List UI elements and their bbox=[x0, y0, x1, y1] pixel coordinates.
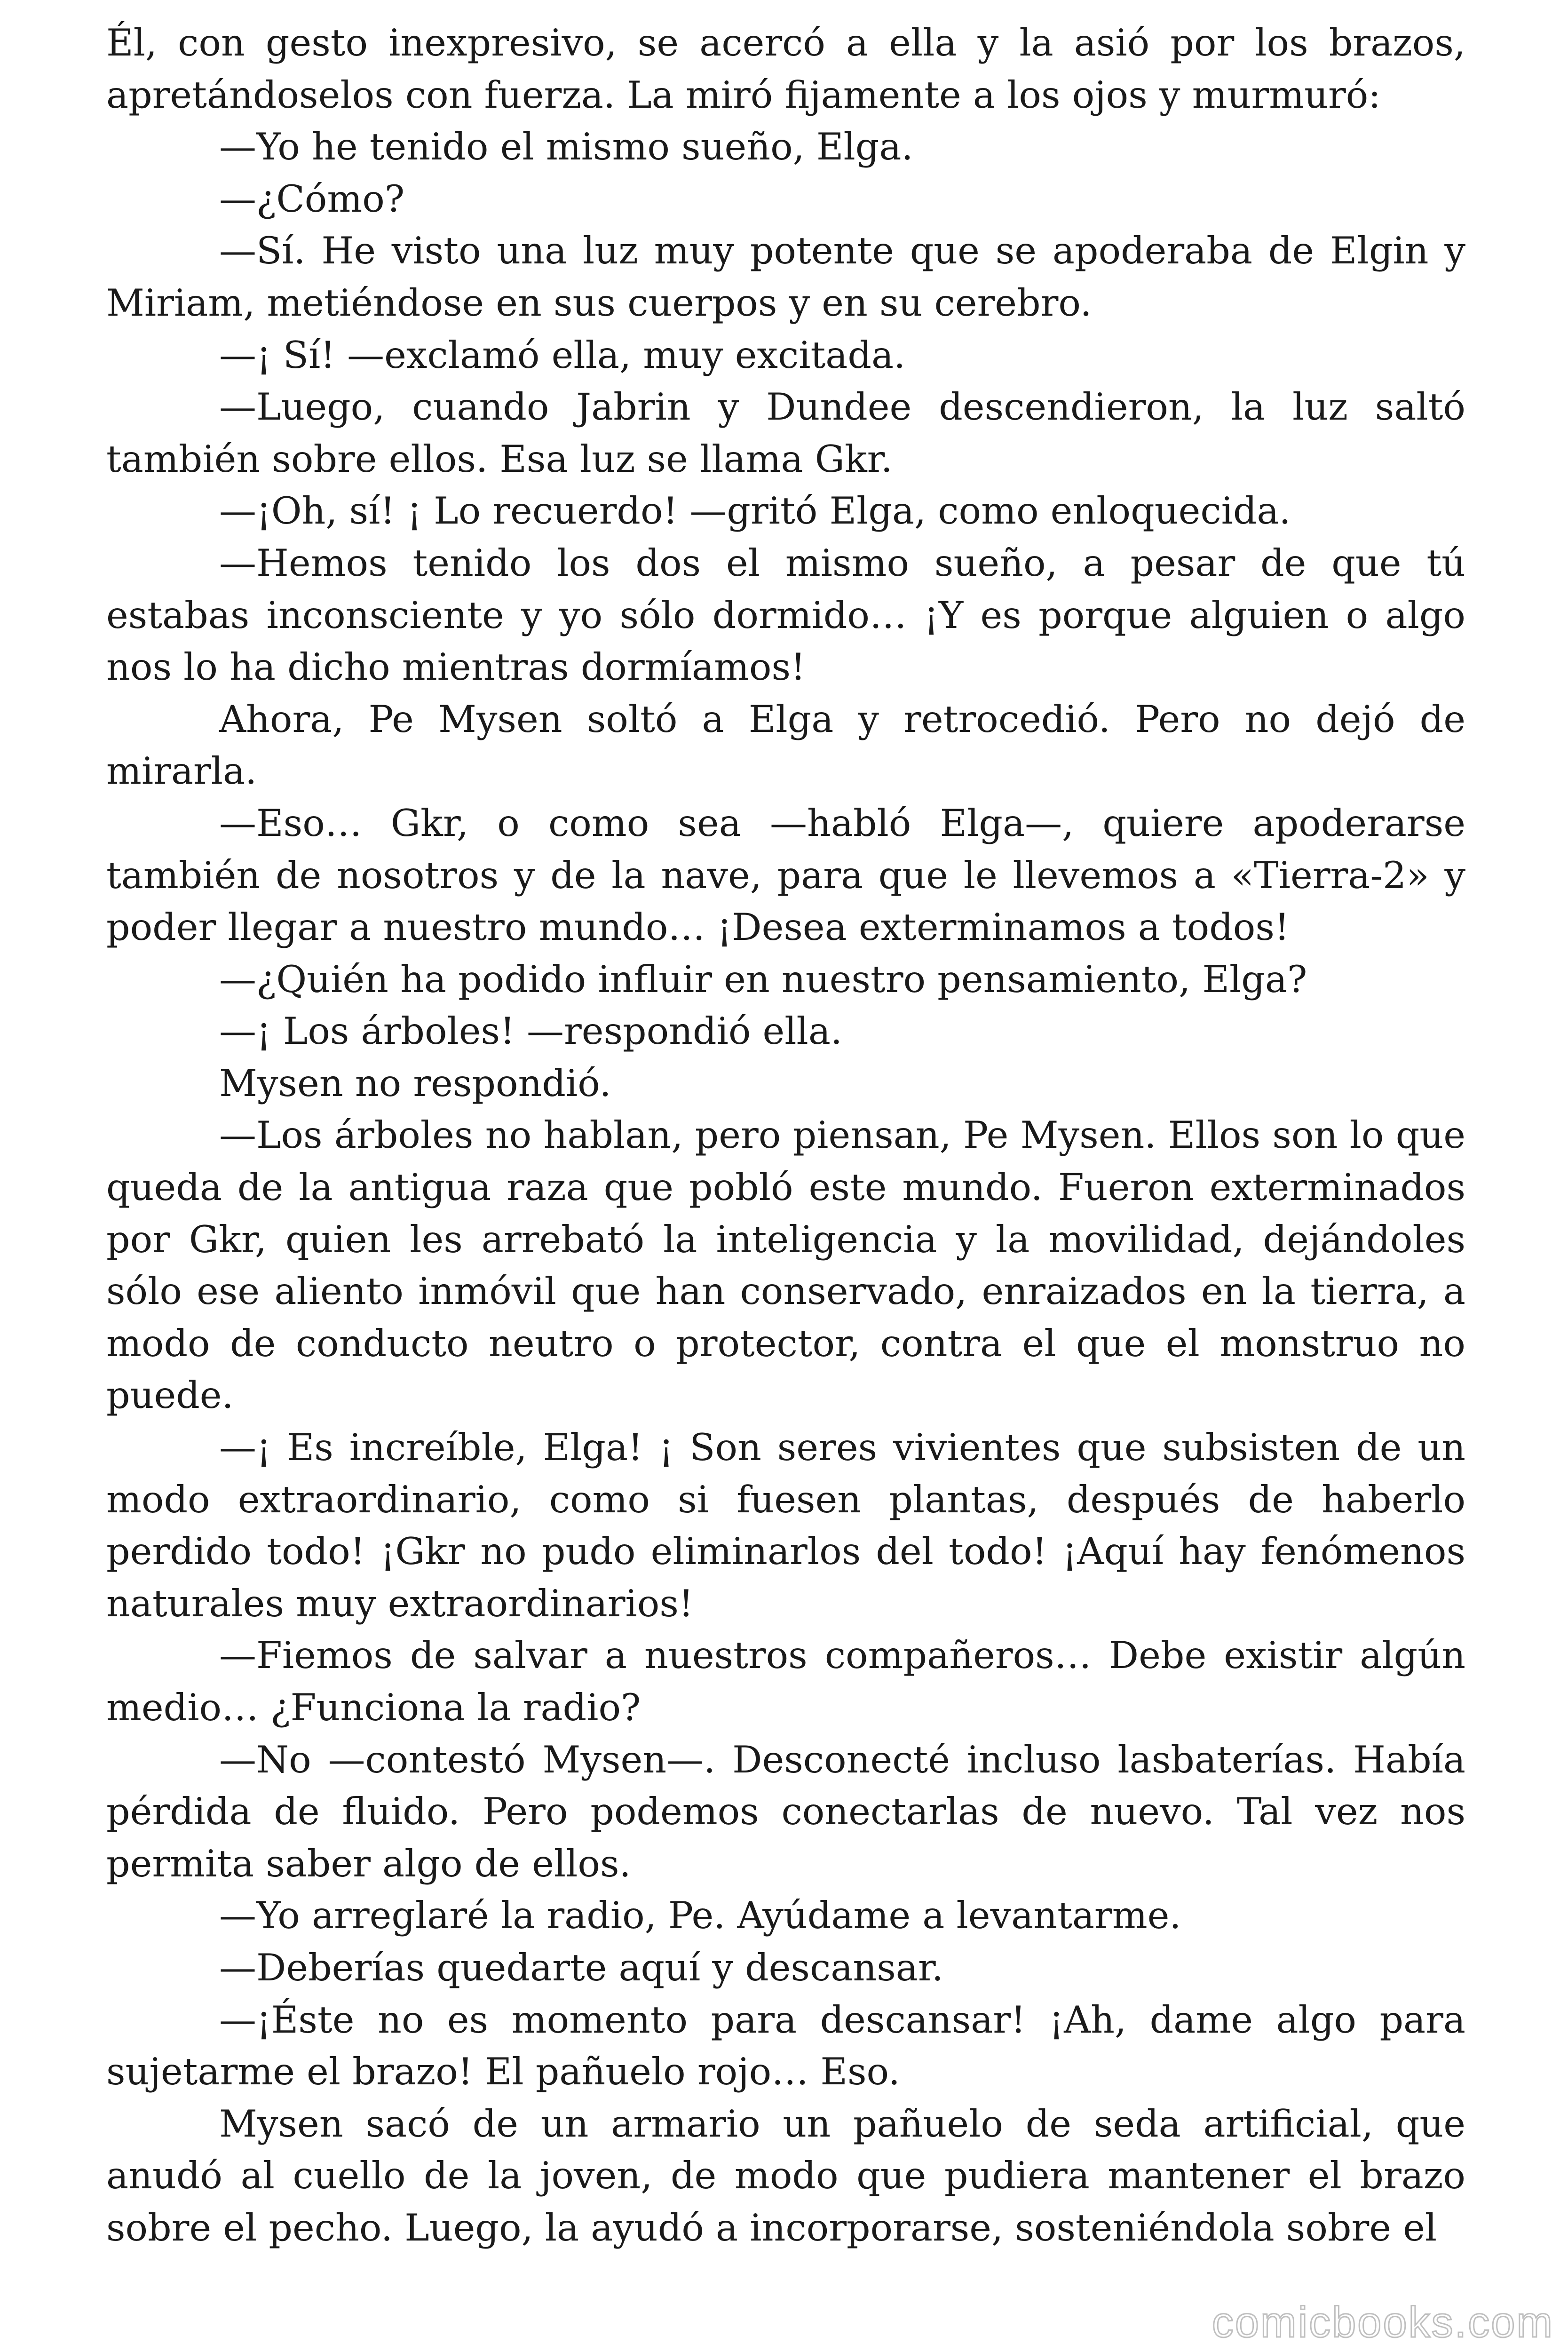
paragraph: —¿Quién ha podido influir en nuestro pensamiento, Elga? bbox=[219, 957, 1307, 1001]
paragraph: —¡Oh, sí! ¡ Lo recuerdo! —gritó Elga, como enloquecida. bbox=[219, 489, 1291, 533]
paragraph: —Eso… Gkr, o como sea —habló Elga—, quiere apoderarse también de nosotros y de la nave, para que le llevemos a «Tierra-2» y poder llegar a nuestro mundo… ¡Desea exterminamos a todos! bbox=[106, 801, 1465, 949]
paragraph: —¡ Los árboles! —respondió ella. bbox=[219, 1009, 843, 1053]
paragraph: Mysen sacó de un armario un pañuelo de seda artificial, que anudó al cuello de la joven, de modo que pudiera mantener el brazo sobre el pecho. Luego, la ayudó a incorporarse, sosteniéndola sobre el bbox=[106, 2102, 1465, 2249]
paragraph: Mysen no respondió. bbox=[219, 1061, 611, 1105]
paragraph: —Yo arreglaré la radio, Pe. Ayúdame a levantarme. bbox=[219, 1894, 1181, 1938]
paragraph: Ahora, Pe Mysen soltó a Elga y retrocedió. Pero no dejó de mirarla. bbox=[106, 697, 1465, 793]
paragraph: Él, con gesto inexpresivo, se acercó a ella y la asió por los brazos, apretándoselos con fuerza. La miró fijamente a los ojos y murmuró: bbox=[106, 21, 1465, 117]
paragraph: —¿Cómo? bbox=[219, 177, 405, 221]
paragraph: —Deberías quedarte aquí y descansar. bbox=[219, 1946, 944, 1989]
paragraph: —Fiemos de salvar a nuestros compañeros… Debe existir algún medio… ¿Funciona la radio? bbox=[106, 1634, 1465, 1729]
paragraph: —Sí. He visto una luz muy potente que se apoderaba de Elgin y Miriam, metiéndose en sus cuerpos y en su cerebro. bbox=[106, 229, 1465, 325]
paragraph: —No —contestó Mysen—. Desconecté incluso lasbaterías. Había pérdida de fluido. Pero podemos conectarlas de nuevo. Tal vez nos permita saber algo de ellos. bbox=[106, 1738, 1465, 1885]
paragraph: —¡ Sí! —exclamó ella, muy excitada. bbox=[219, 333, 906, 377]
page-body bbox=[106, 17, 1465, 2331]
paragraph: —Los árboles no hablan, pero piensan, Pe Mysen. Ellos son lo que queda de la antigua raza que pobló este mundo. Fueron exterminados por Gkr, quien les arrebató la inteligencia y la movilidad, dejándoles sólo ese aliento inmóvil que han conservado, enraizados en la tierra, a modo de conducto neutro o protector, contra el que el monstruo no puede. bbox=[106, 1113, 1465, 1417]
paragraph: —¡ Es increíble, Elga! ¡ Son seres vivientes que subsisten de un modo extraordinario, como si fuesen plantas, después de haberlo perdido todo! ¡Gkr no pudo eliminarlos del todo! ¡Aquí hay fenómenos naturales muy extraordinarios! bbox=[106, 1426, 1465, 1625]
paragraph: —¡Éste no es momento para descansar! ¡Ah, dame algo para sujetarme el brazo! El pañuelo rojo… Eso. bbox=[106, 1998, 1465, 2094]
paragraph: —Hemos tenido los dos el mismo sueño, a pesar de que tú estabas inconsciente y yo sólo dormido… ¡Y es porque alguien o algo nos lo ha dicho mientras dormíamos! bbox=[106, 541, 1465, 689]
watermark: comicbooks.com bbox=[1212, 2298, 1554, 2346]
paragraph: —Luego, cuando Jabrin y Dundee descendieron, la luz saltó también sobre ellos. Esa luz se llama Gkr. bbox=[106, 385, 1465, 481]
paragraph: —Yo he tenido el mismo sueño, Elga. bbox=[219, 125, 913, 169]
